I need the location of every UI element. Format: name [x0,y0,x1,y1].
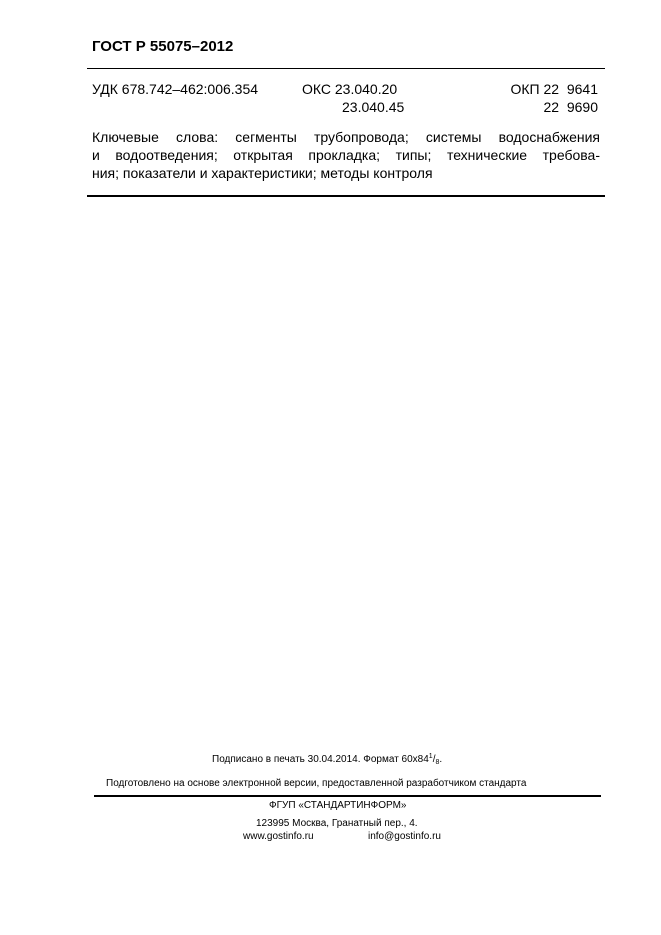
keywords-line-3: ния; показатели и характеристики; методы контроля [92,165,433,181]
oks-codes [302,80,404,116]
format-denominator: 8 [435,759,440,766]
signed-suffix: . [439,754,443,765]
top-divider [87,68,605,69]
keywords-paragraph [92,128,600,182]
publisher-email: info@gostinfo.ru [368,831,441,842]
publisher-address: 123995 Москва, Гранатный пер., 4. [256,818,418,829]
oks-code-1: ОКС 23.040.20 [302,81,398,97]
keywords-divider [87,195,605,197]
udk-code: УДК 678.742–462:006.354 [92,81,259,97]
okp-code-2: 22 9690 [543,99,598,115]
okp-code-1: ОКП 22 9641 [510,81,598,97]
prepared-note: Подготовлено на основе электронной версии, предоставленной разработчиком стандарта [106,778,527,789]
publisher-website: www.gostinfo.ru [243,831,314,842]
keywords-line-2: и водоотведения; открытая прокладка; типы; технические требова- [92,147,600,163]
signed-text: Подписано в печать 30.04.2014. Формат 60х84 [212,754,429,765]
imprint-divider [94,795,601,797]
oks-code-2: 23.040.45 [342,99,405,115]
standard-number: ГОСТ Р 55075–2012 [92,38,234,55]
okp-codes [498,80,598,116]
publisher-name: ФГУП «СТАНДАРТИНФОРМ» [269,800,407,811]
signed-to-print: Подписано в печать 30.04.2014. Формат $60х84^1/_8$. [212,753,443,766]
format-numerator: 1 [428,753,433,760]
keywords-line-1: Ключевые слова: сегменты трубопровода; системы водоснабжения [92,129,600,145]
